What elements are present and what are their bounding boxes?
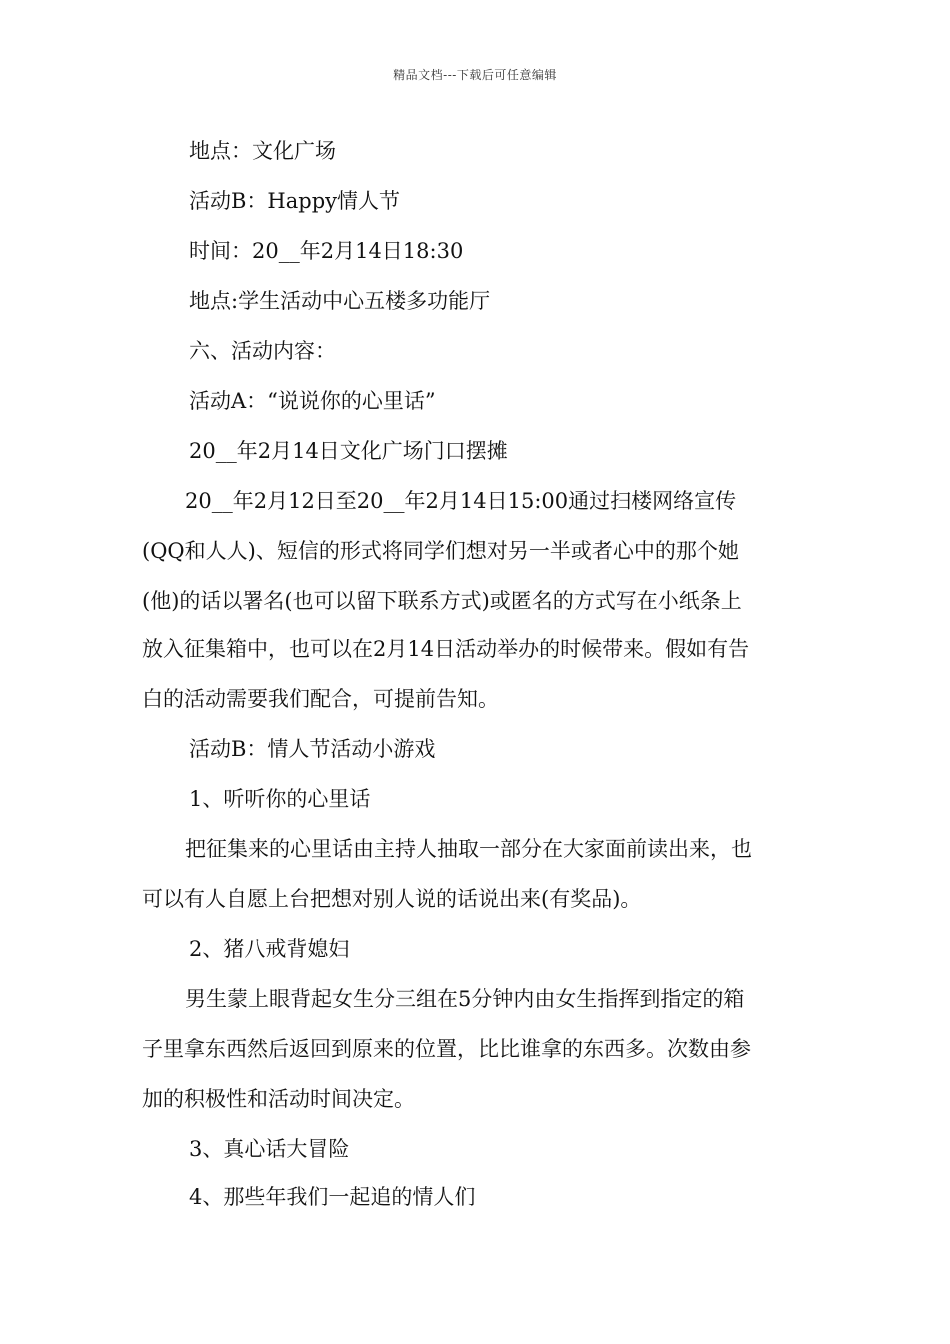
list-item: 1、听听你的心里话 xyxy=(189,787,371,811)
page-header: 精品文档---下载后可任意编辑 xyxy=(393,68,557,82)
section-heading: 六、活动内容： xyxy=(189,339,336,363)
list-item: 2、猪八戒背媳妇 xyxy=(189,937,350,961)
paragraph-line: 20__年2月12日至20__年2月14日15:00通过扫楼网络宣传 xyxy=(185,489,737,513)
paragraph-line: 白的活动需要我们配合，可提前告知。 xyxy=(142,687,499,711)
text-line: 活动A：“说说你的心里话” xyxy=(189,389,436,413)
list-item: 3、真心话大冒险 xyxy=(189,1137,350,1161)
paragraph-line: 把征集来的心里话由主持人抽取一部分在大家面前读出来，也 xyxy=(185,837,752,861)
text-line: 活动B：Happy情人节 xyxy=(189,189,401,213)
paragraph-line: (QQ和人人)、短信的形式将同学们想对另一半或者心中的那个她 xyxy=(142,539,739,563)
text-line: 20__年2月14日文化广场门口摆摊 xyxy=(189,439,508,463)
paragraph-line: 加的积极性和活动时间决定。 xyxy=(142,1087,415,1111)
paragraph-line: 可以有人自愿上台把想对别人说的话说出来(有奖品)。 xyxy=(142,887,642,911)
text-line: 活动B：情人节活动小游戏 xyxy=(189,737,436,761)
list-item: 4、那些年我们一起追的情人们 xyxy=(189,1185,476,1209)
text-line: 时间：20__年2月14日18:30 xyxy=(189,239,464,263)
paragraph-line: 子里拿东西然后返回到原来的位置，比比谁拿的东西多。次数由参 xyxy=(142,1037,751,1061)
paragraph-line: 男生蒙上眼背起女生分三组在5分钟内由女生指挥到指定的箱 xyxy=(185,987,745,1011)
paragraph-line: (他)的话以署名(也可以留下联系方式)或匿名的方式写在小纸条上 xyxy=(142,589,742,613)
text-line: 地点：文化广场 xyxy=(189,139,336,163)
paragraph-line: 放入征集箱中，也可以在2月14日活动举办的时候带来。假如有告 xyxy=(142,637,750,661)
text-line: 地点:学生活动中心五楼多功能厅 xyxy=(189,289,491,313)
